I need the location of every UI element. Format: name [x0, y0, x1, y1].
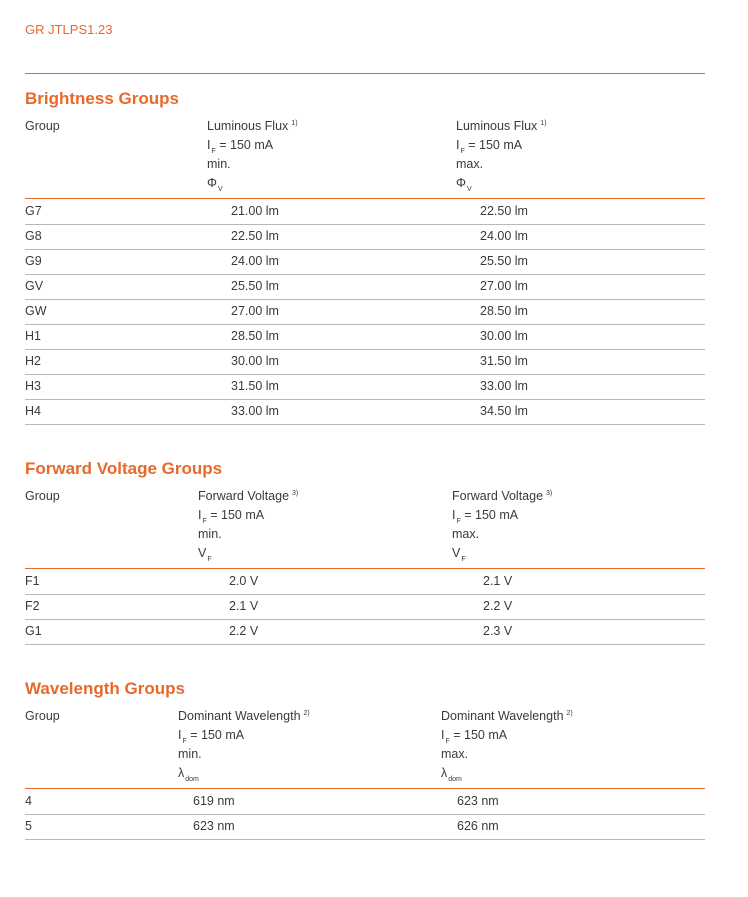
min-value-cell: 31.50 lm	[231, 379, 279, 393]
min-value-cell: 27.00 lm	[231, 304, 279, 318]
min-value-cell: 2.0 V	[229, 574, 259, 588]
table-row	[25, 349, 705, 375]
parameter-symbol: Φ	[207, 176, 217, 190]
condition-symbol: I	[456, 138, 460, 152]
section-title: Wavelength Groups	[25, 679, 185, 698]
top-divider	[25, 73, 705, 74]
symbol-subscript: V	[217, 185, 223, 193]
condition-value: = 150 mA	[464, 508, 519, 522]
max-value-cell: 25.50 lm	[480, 254, 528, 268]
table-row	[25, 299, 705, 325]
footnote-mark: 3)	[292, 489, 299, 497]
condition-symbol: I	[452, 508, 456, 522]
max-value-cell: 2.2 V	[483, 599, 513, 613]
max-column-header	[452, 487, 552, 563]
condition-value: = 150 mA	[210, 508, 265, 522]
section-title: Forward Voltage Groups	[25, 459, 223, 478]
condition-symbol: I	[178, 728, 182, 742]
condition-subscript: F	[211, 147, 216, 155]
table-row	[25, 199, 705, 225]
condition-symbol: I	[198, 508, 202, 522]
parameter-symbol: λ	[178, 766, 185, 780]
parameter-symbol: V	[452, 546, 461, 560]
group-cell: G8	[25, 229, 42, 243]
min-value-cell: 25.50 lm	[231, 279, 279, 293]
max-value-cell: 626 nm	[457, 819, 499, 833]
min-column-header	[178, 707, 310, 783]
table-row	[25, 249, 705, 275]
parameter-name: Luminous Flux	[207, 119, 289, 133]
limit-kind: max.	[441, 747, 469, 761]
condition-value: = 150 mA	[190, 728, 245, 742]
group-cell: F1	[25, 574, 40, 588]
table-row	[25, 594, 705, 620]
min-value-cell: 2.1 V	[229, 599, 259, 613]
min-value-cell: 28.50 lm	[231, 329, 279, 343]
condition-value: = 150 mA	[453, 728, 508, 742]
limit-kind: min.	[178, 747, 202, 761]
limit-kind: max.	[456, 157, 484, 171]
parameter-symbol: Φ	[456, 176, 466, 190]
footnote-mark: 2)	[303, 709, 310, 717]
group-cell: H2	[25, 354, 41, 368]
parameter-name: Dominant Wavelength	[441, 709, 564, 723]
max-column-header	[456, 117, 547, 193]
max-value-cell: 2.3 V	[483, 624, 513, 638]
table-row	[25, 814, 705, 840]
table-row	[25, 324, 705, 350]
footnote-mark: 1)	[291, 119, 298, 127]
condition-symbol: I	[207, 138, 211, 152]
group-cell: 5	[25, 819, 32, 833]
max-value-cell: 30.00 lm	[480, 329, 528, 343]
table-row	[25, 224, 705, 250]
max-value-cell: 33.00 lm	[480, 379, 528, 393]
limit-kind: max.	[452, 527, 480, 541]
max-column-header	[441, 707, 573, 783]
min-value-cell: 22.50 lm	[231, 229, 279, 243]
footnote-mark: 3)	[546, 489, 553, 497]
min-value-cell: 21.00 lm	[231, 204, 279, 218]
parameter-name: Forward Voltage	[452, 489, 544, 503]
group-cell: H1	[25, 329, 41, 343]
min-value-cell: 30.00 lm	[231, 354, 279, 368]
condition-symbol: I	[441, 728, 445, 742]
max-value-cell: 27.00 lm	[480, 279, 528, 293]
group-cell: G7	[25, 204, 42, 218]
footnote-mark: 1)	[540, 119, 547, 127]
parameter-name: Forward Voltage	[198, 489, 290, 503]
group-column-header: Group	[25, 709, 60, 723]
min-value-cell: 619 nm	[193, 794, 235, 808]
condition-value: = 150 mA	[468, 138, 523, 152]
condition-value: = 150 mA	[219, 138, 274, 152]
limit-kind: min.	[198, 527, 222, 541]
table-row	[25, 374, 705, 400]
min-column-header	[198, 487, 298, 563]
condition-subscript: F	[445, 737, 450, 745]
max-value-cell: 22.50 lm	[480, 204, 528, 218]
min-value-cell: 33.00 lm	[231, 404, 279, 418]
condition-subscript: F	[460, 147, 465, 155]
table-row	[25, 274, 705, 300]
min-column-header	[207, 117, 298, 193]
parameter-name: Dominant Wavelength	[178, 709, 301, 723]
min-value-cell: 24.00 lm	[231, 254, 279, 268]
parameter-name: Luminous Flux	[456, 119, 538, 133]
group-cell: G1	[25, 624, 42, 638]
parameter-symbol: λ	[441, 766, 448, 780]
group-cell: GW	[25, 304, 47, 318]
max-value-cell: 2.1 V	[483, 574, 513, 588]
group-cell: H4	[25, 404, 41, 418]
condition-subscript: F	[182, 737, 187, 745]
group-column-header: Group	[25, 489, 60, 503]
max-value-cell: 31.50 lm	[480, 354, 528, 368]
symbol-subscript: dom	[448, 775, 462, 783]
group-cell: GV	[25, 279, 44, 293]
table-row	[25, 619, 705, 645]
condition-subscript: F	[456, 517, 461, 525]
symbol-subscript: F	[207, 555, 212, 563]
condition-subscript: F	[202, 517, 207, 525]
section-title: Brightness Groups	[25, 89, 179, 108]
table-row	[25, 569, 705, 595]
group-cell: H3	[25, 379, 41, 393]
max-value-cell: 623 nm	[457, 794, 499, 808]
symbol-subscript: V	[466, 185, 472, 193]
symbol-subscript: dom	[185, 775, 199, 783]
table-row	[25, 399, 705, 425]
table-row	[25, 789, 705, 815]
group-cell: G9	[25, 254, 42, 268]
limit-kind: min.	[207, 157, 231, 171]
max-value-cell: 24.00 lm	[480, 229, 528, 243]
min-value-cell: 623 nm	[193, 819, 235, 833]
min-value-cell: 2.2 V	[229, 624, 259, 638]
document-id: GR JTLPS1.23	[25, 22, 113, 37]
group-column-header: Group	[25, 119, 60, 133]
max-value-cell: 28.50 lm	[480, 304, 528, 318]
parameter-symbol: V	[198, 546, 207, 560]
symbol-subscript: F	[461, 555, 466, 563]
footnote-mark: 2)	[566, 709, 573, 717]
group-cell: F2	[25, 599, 40, 613]
group-cell: 4	[25, 794, 32, 808]
max-value-cell: 34.50 lm	[480, 404, 528, 418]
